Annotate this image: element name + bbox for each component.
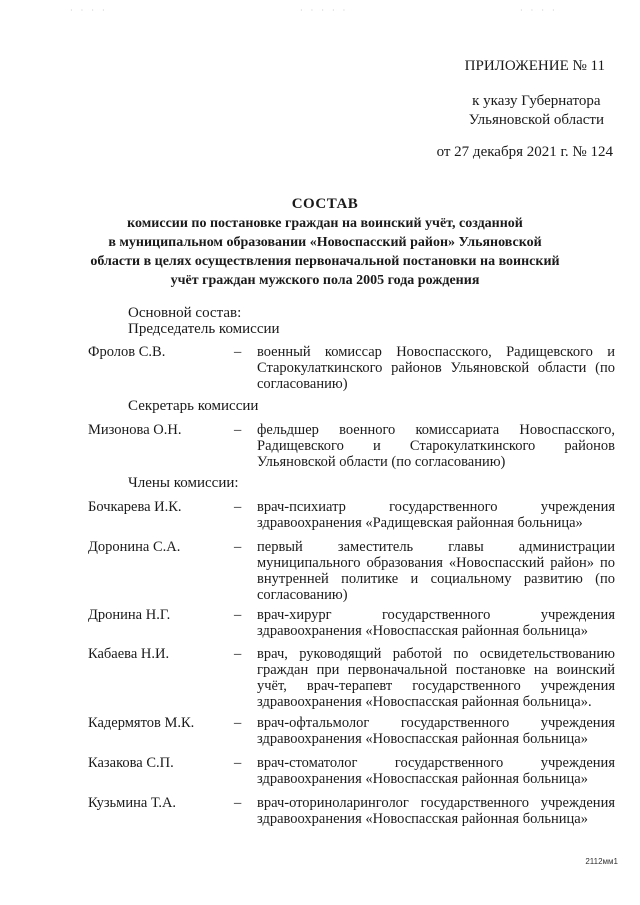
member-description: фельдшер военного комиссариата Новоспасского, Радищевского и Старокулаткинского районов Ульяновской области (по согласованию) [257,422,615,470]
member-name: Кабаева Н.И. [88,646,170,662]
title-line-1: комиссии по постановке граждан на воинский учёт, созданной [127,216,523,231]
dash: – [234,646,242,662]
document-title [90,195,560,290]
member-description: врач-хирург государственного учреждения здравоохранения «Новоспасская районная больница» [257,607,615,639]
scan-artifact: · · · · [520,6,558,15]
title-line-4: учёт граждан мужского пола 2005 года рождения [170,273,480,288]
member-description: врач-оториноларинголог государственного учреждения здравоохранения «Новоспасская районная больница» [257,795,615,827]
members-label: Члены комиссии: [128,475,239,491]
member-name: Казакова С.П. [88,755,174,771]
scan-artifact: · · · · · [300,6,349,15]
title-line-2: в муниципальном образовании «Новоспасский район» Ульяновской [108,235,542,250]
member-name: Дронина Н.Г. [88,607,171,623]
dash: – [234,539,242,555]
member-description: врач-психиатр государственного учреждения здравоохранения «Радищевская районная больница» [257,499,615,531]
dash: – [234,607,242,623]
decree-date: от 27 декабря 2021 г. № 124 [436,144,613,160]
secretary-label: Секретарь комиссии [128,398,259,414]
member-name: Фролов С.В. [88,344,166,360]
dash: – [234,795,242,811]
dash: – [234,715,242,731]
appendix-number: ПРИЛОЖЕНИЕ № 11 [464,58,605,74]
title-main: СОСТАВ [291,196,359,212]
member-description: врач-офтальмолог государственного учреждения здравоохранения «Новоспасская районная больница» [257,715,615,747]
decree-reference [469,92,604,130]
member-description: врач-стоматолог государственного учреждения здравоохранения «Новоспасская районная больница» [257,755,615,787]
title-line-3: области в целях осуществления первоначальной постановки на воинский [90,254,560,269]
scan-artifact: · · · · [70,6,108,15]
member-description: первый заместитель главы администрации муниципального образования «Новоспасский район» по внутренней политике и социальному развитию (по согласованию) [257,539,615,603]
member-name: Бочкарева И.К. [88,499,182,515]
decree-reference-line1: к указу Губернатора [472,93,601,109]
dash: – [234,499,242,515]
dash: – [234,422,242,438]
member-name: Кадермятов М.К. [88,715,195,731]
decree-reference-line2: Ульяновской области [468,112,604,128]
dash: – [234,755,242,771]
dash: – [234,344,242,360]
chair-label: Председатель комиссии [128,321,280,337]
member-description: военный комиссар Новоспасского, Радищевского и Старокулаткинского районов Ульяновской области (по согласованию) [257,344,615,392]
footer-code: 2112мм1 [585,857,618,866]
member-description: врач, руководящий работой по освидетельствованию граждан при первоначальной постановке на воинский учёт, врач-терапевт государственного учреждения здравоохранения «Новоспасская районная больница». [257,646,615,710]
member-name: Мизонова О.Н. [88,422,182,438]
main-composition-label: Основной состав: [128,305,242,321]
member-name: Кузьмина Т.А. [88,795,177,811]
member-name: Доронина С.А. [88,539,181,555]
